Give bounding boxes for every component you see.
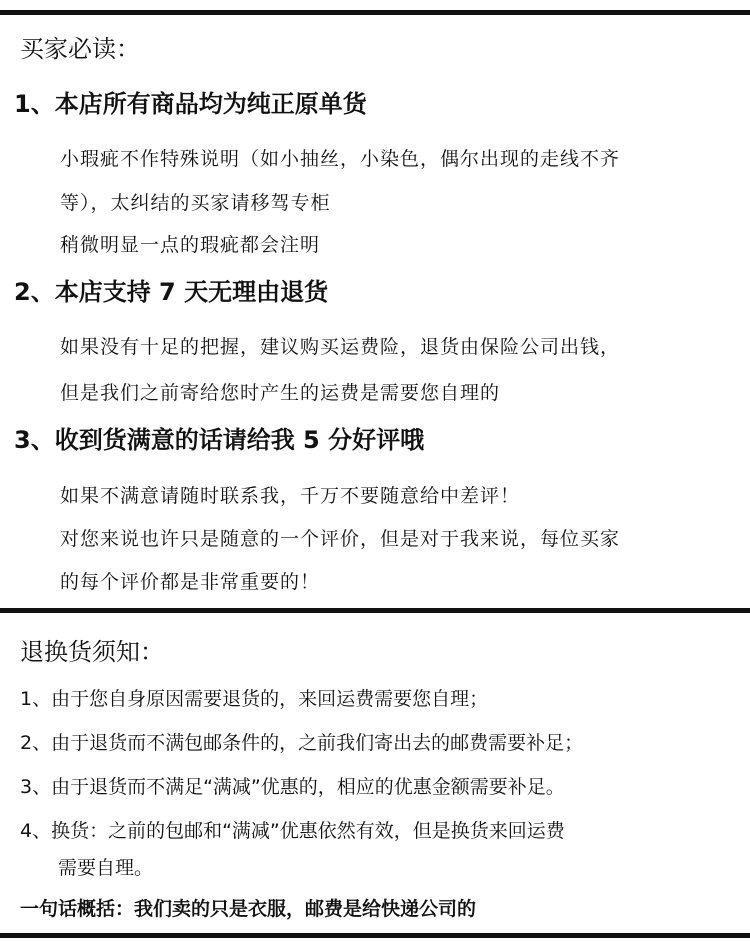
- bottom-border-rule: [0, 933, 750, 938]
- top-border-rule: [0, 10, 750, 15]
- notice-1-line-2: 等），太纠结的买家请移驾专柜: [60, 192, 331, 214]
- return-policy-item-4: 4、换货：之前的包邮和“满减”优惠依然有效，但是换货来回运费: [20, 820, 565, 842]
- notice-heading-1: 1、本店所有商品均为纯正原单货: [14, 90, 367, 118]
- notice-1-line-3: 稍微明显一点的瑕疵都会注明: [60, 234, 321, 256]
- return-policy-item-4-cont: 需要自理。: [58, 857, 154, 879]
- return-policy-title: 退换货须知：: [20, 638, 164, 666]
- notice-heading-3: 3、收到货满意的话请给我 5 分好评哦: [14, 426, 425, 454]
- notice-2-line-1: 如果没有十足的把握，建议购买运费险，退货由保险公司出钱，: [60, 336, 621, 358]
- return-policy-item-3: 3、由于退货而不满足“满减”优惠的，相应的优惠金额需要补足。: [20, 776, 565, 798]
- summary-line: 一句话概括：我们卖的只是衣服，邮费是给快递公司的: [20, 898, 477, 920]
- notice-heading-2: 2、本店支持 7 天无理由退货: [14, 278, 329, 306]
- return-policy-item-1: 1、由于您自身原因需要退货的，来回运费需要您自理；: [20, 688, 489, 710]
- notice-3-line-2: 对您来说也许只是随意的一个评价，但是对于我来说，每位买家: [60, 528, 621, 550]
- return-policy-item-2: 2、由于退货而不满包邮条件的，之前我们寄出去的邮费需要补足；: [20, 732, 584, 754]
- notice-2-line-2: 但是我们之前寄给您时产生的运费是需要您自理的: [60, 382, 501, 404]
- notice-1-line-1: 小瑕疵不作特殊说明（如小抽丝，小染色，偶尔出现的走线不齐: [60, 148, 621, 170]
- notice-3-line-3: 的每个评价都是非常重要的！: [60, 571, 321, 593]
- buyer-notice-title: 买家必读：: [20, 35, 140, 63]
- notice-3-line-1: 如果不满意请随时联系我，千万不要随意给中差评！: [60, 485, 521, 507]
- section-divider-rule: [0, 608, 750, 613]
